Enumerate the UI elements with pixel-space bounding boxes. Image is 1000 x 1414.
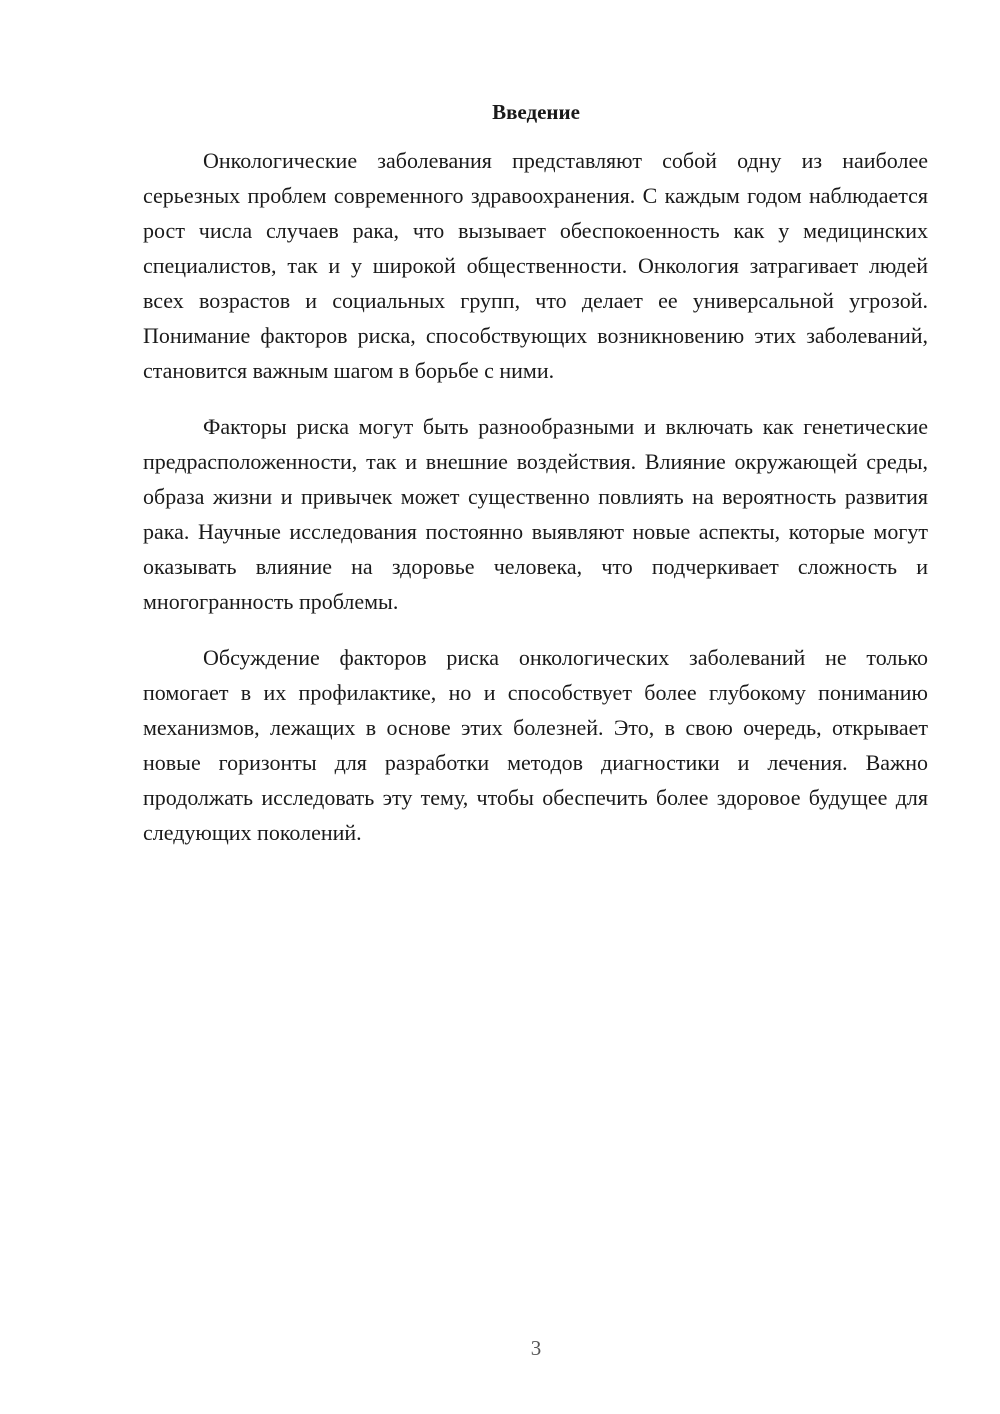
paragraph-2: Факторы риска могут быть разнообразными и включать как генетические предрасположенности, так и внешние воздействия. Влияние окружающей среды, образа жизни и привычек может существенно повлиять на вероятность развития рака. Научные исследования постоянно выявляют новые аспекты, которые могут оказывать влияние на здоровье человека, что подчеркивает сложность и многогранность проблемы. <box>143 414 928 614</box>
paragraph-3: Обсуждение факторов риска онкологических заболеваний не только помогает в их профилактике, но и способствует более глубокому пониманию механизмов, лежащих в основе этих болезней. Это, в свою очередь, открывает новые горизонты для разработки методов диагностики и лечения. Важно продолжать исследовать эту тему, чтобы обеспечить более здоровое будущее для следующих поколений. <box>143 645 928 845</box>
body-text <box>143 143 928 871</box>
section-title: Введение <box>492 100 580 124</box>
page-number: 3 <box>530 1336 542 1360</box>
paragraph-1: Онкологические заболевания представляют собой одну из наиболее серьезных проблем современного здравоохранения. С каждым годом наблюдается рост числа случаев рака, что вызывает обеспокоенность как у медицинских специалистов, так и у широкой общественности. Онкология затрагивает людей всех возрастов и социальных групп, что делает ее универсальной угрозой. Понимание факторов риска, способствующих возникновению этих заболеваний, становится важным шагом в борьбе с ними. <box>143 148 928 383</box>
